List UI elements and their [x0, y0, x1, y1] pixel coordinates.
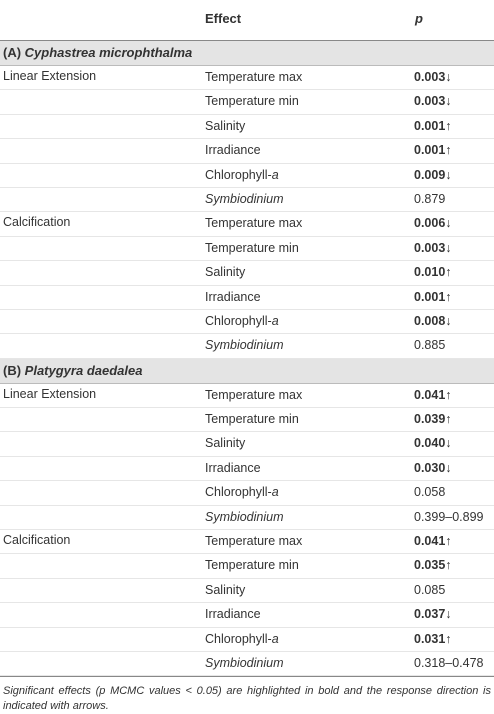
effect-cell: [205, 461, 261, 475]
effect-cell: [205, 510, 284, 524]
table-row: [0, 90, 494, 114]
p-value: 0.037↓: [414, 607, 452, 622]
table-row: [0, 261, 494, 285]
effect-text: Salinity: [205, 118, 246, 133]
effect-cell: [205, 290, 261, 304]
effect-text: Temperature min: [205, 94, 299, 109]
table-row: [0, 506, 494, 530]
effect-cell: [205, 388, 302, 402]
effect-text: Temperature max: [205, 216, 303, 231]
p-value: 0.003↓: [414, 94, 452, 109]
table-body: [0, 41, 494, 676]
effect-cell: [205, 412, 299, 426]
effect-cell: [205, 558, 299, 572]
table-row: [0, 334, 494, 358]
effect-cell: [205, 314, 279, 328]
table-row: [0, 164, 494, 188]
effect-text: Irradiance: [205, 460, 261, 475]
table-row: [0, 603, 494, 627]
effect-italic: a: [271, 313, 279, 328]
section-species: Cyphastrea microphthalma: [24, 45, 193, 60]
table-row: [0, 310, 494, 334]
table-row: [0, 188, 494, 212]
table-row: [0, 408, 494, 432]
p-value: 0.039↑: [414, 412, 452, 427]
effect-text: Chlorophyll-: [205, 631, 272, 646]
effect-italic: Symbiodinium: [205, 191, 284, 206]
effect-cell: [205, 143, 261, 157]
effect-text: Salinity: [205, 265, 246, 280]
effect-cell: [205, 583, 245, 597]
effect-cell: [205, 656, 284, 670]
table-row: [0, 530, 494, 554]
group-label: Calcification: [3, 215, 71, 230]
effect-text: Irradiance: [205, 289, 261, 304]
effect-text: Temperature min: [205, 240, 299, 255]
p-value: 0.058: [414, 485, 446, 500]
table-row: [0, 652, 494, 676]
p-value: 0.318–0.478: [414, 655, 484, 670]
effect-text: Irradiance: [205, 143, 261, 158]
p-value: 0.040↓: [414, 436, 452, 451]
effect-italic: Symbiodinium: [205, 655, 284, 670]
effect-cell: [205, 168, 279, 182]
effect-cell: [205, 241, 299, 255]
table-header: [0, 0, 494, 40]
effect-text: Chlorophyll-: [205, 167, 272, 182]
table-footnote: Significant effects (p MCMC values < 0.05) are highlighted in bold and the response direction is indicated with arrows.: [3, 685, 491, 713]
group-label: Calcification: [3, 533, 71, 548]
table-row: [0, 384, 494, 408]
table-row: [0, 432, 494, 456]
p-value: 0.041↑: [414, 387, 452, 402]
effect-text: Chlorophyll-: [205, 313, 272, 328]
section-header: [0, 359, 494, 384]
effect-text: Temperature max: [205, 70, 303, 84]
p-value: 0.399–0.899: [414, 509, 484, 524]
section-prefix: (A): [3, 45, 25, 60]
p-value: 0.006↓: [414, 216, 452, 231]
table-row: [0, 579, 494, 603]
effect-cell: [205, 94, 299, 108]
effect-cell: [205, 632, 279, 646]
effect-italic: a: [271, 167, 279, 182]
p-value: 0.003↓: [414, 70, 452, 84]
p-value: 0.030↓: [414, 460, 452, 475]
effect-cell: [205, 436, 245, 450]
p-value: 0.879: [414, 191, 446, 206]
table-row: [0, 554, 494, 578]
effect-text: Temperature min: [205, 412, 299, 427]
p-value: 0.003↓: [414, 240, 452, 255]
p-value: 0.041↑: [414, 534, 452, 549]
table-row: [0, 66, 494, 90]
effect-italic: Symbiodinium: [205, 338, 284, 353]
section-title: [3, 45, 192, 60]
table-row: [0, 212, 494, 236]
effect-text: Salinity: [205, 582, 246, 597]
effect-italic: a: [271, 631, 279, 646]
p-value: 0.085: [414, 582, 446, 597]
effect-cell: [205, 70, 302, 84]
p-value: 0.885: [414, 338, 446, 353]
group-label: Linear Extension: [3, 386, 97, 401]
p-value: 0.031↑: [414, 631, 452, 646]
header-p: p: [415, 11, 423, 26]
effect-cell: [205, 607, 261, 621]
effect-cell: [205, 192, 284, 206]
header-effect: Effect: [205, 11, 242, 26]
effect-text: Temperature max: [205, 534, 303, 549]
p-value: 0.001↑: [414, 143, 452, 158]
section-header: [0, 41, 494, 66]
table-row: [0, 628, 494, 652]
effect-text: Temperature min: [205, 558, 299, 573]
table-row: [0, 457, 494, 481]
table-row: [0, 139, 494, 163]
p-value: 0.009↓: [414, 167, 452, 182]
p-value: 0.010↑: [414, 265, 452, 280]
section-species: Platygyra daedalea: [24, 362, 143, 378]
effect-cell: [205, 216, 302, 230]
table-row: [0, 237, 494, 261]
table-row: [0, 115, 494, 139]
effect-italic: Symbiodinium: [205, 509, 284, 524]
p-value: 0.008↓: [414, 313, 452, 328]
effect-cell: [205, 338, 284, 352]
effect-cell: [205, 485, 279, 499]
effect-text: Salinity: [205, 436, 246, 451]
section-title: [3, 363, 142, 378]
effect-italic: a: [271, 485, 279, 500]
effect-cell: [205, 534, 302, 548]
effect-cell: [205, 265, 245, 279]
group-label: Linear Extension: [3, 69, 97, 83]
table-row: [0, 481, 494, 505]
table-row: [0, 286, 494, 310]
p-value: 0.001↑: [414, 118, 452, 133]
p-value: 0.035↑: [414, 558, 452, 573]
p-value: 0.001↑: [414, 289, 452, 304]
section-prefix: (B): [3, 362, 25, 378]
effect-text: Temperature max: [205, 387, 303, 402]
effect-text: Chlorophyll-: [205, 485, 272, 500]
effect-text: Irradiance: [205, 607, 261, 622]
effect-cell: [205, 119, 245, 133]
